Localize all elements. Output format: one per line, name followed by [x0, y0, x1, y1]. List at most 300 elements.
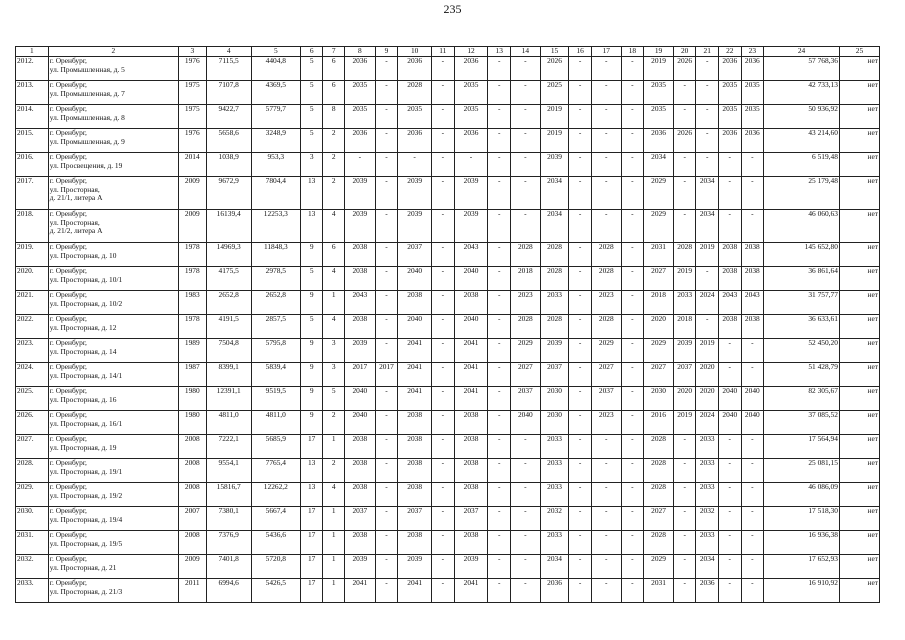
address-line: г. Оренбург,: [49, 314, 87, 323]
data-cell: 9: [300, 339, 323, 363]
data-cell: нет: [839, 81, 879, 105]
data-cell: 9422,7: [206, 105, 251, 129]
address-line: ул. Просторная, д. 16/1: [49, 418, 123, 428]
data-cell: -: [673, 579, 696, 603]
data-cell: 2008: [178, 435, 206, 459]
data-cell: -: [510, 531, 540, 555]
address-line: г. Оренбург,: [49, 362, 87, 371]
data-cell: 9: [300, 291, 323, 315]
data-cell: 2028: [644, 459, 674, 483]
data-cell: 2028: [540, 243, 569, 267]
data-cell: 13: [300, 177, 323, 210]
data-cell: 2035: [741, 105, 764, 129]
data-cell: -: [673, 81, 696, 105]
data-cell: 2025: [540, 81, 569, 105]
data-cell: -: [569, 483, 592, 507]
address-line: ул. Просторная,: [49, 184, 100, 194]
data-cell: 2041: [454, 387, 488, 411]
data-cell: 7107,8: [206, 81, 251, 105]
data-cell: 2036: [696, 579, 719, 603]
data-cell: 2030: [540, 411, 569, 435]
address-line: ул. Просторная, д. 16: [49, 394, 117, 404]
data-cell: -: [375, 153, 398, 177]
data-cell: -: [621, 210, 644, 243]
address-line: г. Оренбург,: [49, 506, 87, 515]
header-cell: 8: [344, 47, 375, 57]
data-cell: 36 861,64: [764, 267, 840, 291]
data-cell: 2041: [454, 339, 488, 363]
data-cell: 2038: [719, 243, 742, 267]
address-line: г. Оренбург,: [49, 530, 87, 539]
data-cell: 2023: [510, 291, 540, 315]
data-cell: 50 936,92: [764, 105, 840, 129]
data-cell: -: [432, 435, 455, 459]
data-cell: 1: [323, 555, 345, 579]
data-cell: 2035: [454, 105, 488, 129]
data-cell: 5: [300, 57, 323, 81]
data-cell: -: [569, 531, 592, 555]
data-cell: 2039: [344, 339, 375, 363]
header-cell: 13: [488, 47, 511, 57]
address-cell: [48, 411, 178, 435]
data-cell: -: [591, 483, 621, 507]
data-cell: 5795,8: [251, 339, 300, 363]
data-cell: 2041: [398, 363, 432, 387]
data-cell: -: [741, 483, 764, 507]
data-cell: 1: [323, 435, 345, 459]
address-cell: [48, 339, 178, 363]
data-cell: -: [621, 315, 644, 339]
data-cell: 2029: [510, 339, 540, 363]
data-cell: -: [719, 579, 742, 603]
data-cell: 2036: [344, 129, 375, 153]
data-cell: 2036: [454, 129, 488, 153]
data-cell: 2040: [741, 411, 764, 435]
data-cell: 7222,1: [206, 435, 251, 459]
data-cell: 2038: [454, 459, 488, 483]
data-cell: -: [719, 177, 742, 210]
table-row: [16, 435, 880, 459]
data-cell: 7115,5: [206, 57, 251, 81]
data-cell: 2034: [540, 177, 569, 210]
data-cell: 17 652,93: [764, 555, 840, 579]
address-cell: [48, 243, 178, 267]
data-cell: нет: [839, 579, 879, 603]
data-cell: 2024: [696, 291, 719, 315]
data-cell: 2038: [398, 459, 432, 483]
address-line: г. Оренбург,: [49, 176, 87, 185]
address-line: ул. Промышленная, д. 8: [49, 112, 125, 122]
data-cell: -: [510, 57, 540, 81]
data-cell: -: [569, 210, 592, 243]
data-cell: 7376,9: [206, 531, 251, 555]
data-cell: 2038: [398, 531, 432, 555]
data-cell: нет: [839, 387, 879, 411]
data-cell: -: [432, 339, 455, 363]
data-cell: 2028: [673, 243, 696, 267]
data-cell: -: [741, 507, 764, 531]
table-row: [16, 411, 880, 435]
data-cell: 2038: [719, 315, 742, 339]
data-cell: 5426,5: [251, 579, 300, 603]
data-cell: -: [375, 411, 398, 435]
data-cell: 2033: [540, 435, 569, 459]
data-cell: 13: [300, 459, 323, 483]
header-cell: 6: [300, 47, 323, 57]
data-cell: -: [488, 153, 511, 177]
data-cell: -: [621, 129, 644, 153]
data-cell: 1975: [178, 105, 206, 129]
address-line: ул. Просторная, д. 10/2: [49, 298, 123, 308]
data-cell: 2036: [741, 57, 764, 81]
data-cell: -: [621, 459, 644, 483]
data-cell: -: [696, 153, 719, 177]
data-cell: 2037: [454, 507, 488, 531]
data-cell: 1983: [178, 291, 206, 315]
data-cell: -: [432, 177, 455, 210]
data-cell: -: [375, 243, 398, 267]
data-cell: 2040: [344, 411, 375, 435]
data-cell: -: [621, 81, 644, 105]
data-cell: -: [673, 459, 696, 483]
row-number: 2012.: [16, 57, 49, 81]
data-cell: -: [432, 507, 455, 531]
data-cell: 9: [300, 243, 323, 267]
data-cell: -: [741, 555, 764, 579]
data-cell: -: [591, 210, 621, 243]
data-cell: 1978: [178, 243, 206, 267]
data-cell: -: [569, 411, 592, 435]
data-cell: -: [569, 129, 592, 153]
data-cell: -: [488, 315, 511, 339]
address-line: ул. Просторная, д. 14: [49, 346, 117, 356]
address-cell: [48, 435, 178, 459]
data-cell: -: [510, 81, 540, 105]
table-row: [16, 81, 880, 105]
data-cell: 2020: [696, 363, 719, 387]
data-cell: 2041: [398, 579, 432, 603]
data-cell: 2033: [540, 291, 569, 315]
data-cell: 2036: [398, 129, 432, 153]
data-cell: 2026: [540, 57, 569, 81]
data-cell: 2038: [741, 243, 764, 267]
data-cell: 2029: [644, 555, 674, 579]
data-cell: 9: [300, 411, 323, 435]
data-cell: нет: [839, 459, 879, 483]
data-cell: 2652,8: [251, 291, 300, 315]
data-cell: 2029: [644, 210, 674, 243]
data-cell: 2019: [540, 105, 569, 129]
data-cell: -: [432, 81, 455, 105]
data-cell: 17: [300, 579, 323, 603]
data-cell: -: [621, 531, 644, 555]
data-cell: 14969,3: [206, 243, 251, 267]
data-cell: 2043: [454, 243, 488, 267]
data-cell: 2019: [644, 57, 674, 81]
address-cell: [48, 555, 178, 579]
data-cell: 5: [300, 315, 323, 339]
data-cell: 5658,6: [206, 129, 251, 153]
data-cell: 4404,8: [251, 57, 300, 81]
data-cell: -: [591, 459, 621, 483]
data-cell: 2037: [344, 507, 375, 531]
data-cell: 2037: [540, 363, 569, 387]
address-line: г. Оренбург,: [49, 410, 87, 419]
data-cell: 25 179,48: [764, 177, 840, 210]
row-number: 2019.: [16, 243, 49, 267]
data-cell: 2009: [178, 177, 206, 210]
data-cell: 2036: [344, 57, 375, 81]
data-cell: 2027: [644, 507, 674, 531]
data-cell: 2034: [644, 153, 674, 177]
data-cell: 2037: [510, 387, 540, 411]
address-cell: [48, 579, 178, 603]
data-cell: -: [569, 81, 592, 105]
data-cell: 2028: [644, 531, 674, 555]
data-cell: нет: [839, 435, 879, 459]
data-cell: 16139,4: [206, 210, 251, 243]
address-cell: [48, 363, 178, 387]
header-cell: 20: [673, 47, 696, 57]
data-cell: 5: [300, 267, 323, 291]
data-cell: -: [375, 291, 398, 315]
data-cell: 2857,5: [251, 315, 300, 339]
data-cell: 2038: [741, 267, 764, 291]
data-cell: -: [569, 291, 592, 315]
data-cell: -: [488, 210, 511, 243]
data-cell: -: [375, 387, 398, 411]
address-line: г. Оренбург,: [49, 386, 87, 395]
data-cell: 2039: [454, 555, 488, 579]
row-number: 2017.: [16, 177, 49, 210]
data-cell: 42 733,13: [764, 81, 840, 105]
data-cell: 17: [300, 531, 323, 555]
data-cell: -: [673, 531, 696, 555]
header-cell: 3: [178, 47, 206, 57]
data-cell: 51 428,79: [764, 363, 840, 387]
data-cell: -: [569, 177, 592, 210]
data-cell: -: [510, 153, 540, 177]
data-cell: -: [673, 483, 696, 507]
data-cell: 2014: [178, 153, 206, 177]
data-cell: -: [696, 57, 719, 81]
header-cell: 22: [719, 47, 742, 57]
data-cell: 36 633,61: [764, 315, 840, 339]
data-cell: 2039: [398, 177, 432, 210]
data-cell: 52 450,20: [764, 339, 840, 363]
data-cell: 2038: [344, 267, 375, 291]
data-cell: 2008: [178, 483, 206, 507]
data-cell: нет: [839, 363, 879, 387]
data-cell: 4: [323, 315, 345, 339]
data-cell: нет: [839, 315, 879, 339]
data-cell: -: [741, 363, 764, 387]
header-cell: 17: [591, 47, 621, 57]
data-cell: 1976: [178, 129, 206, 153]
data-cell: 2033: [673, 291, 696, 315]
data-cell: 2039: [398, 555, 432, 579]
address-cell: [48, 177, 178, 210]
address-line: г. Оренбург,: [49, 290, 87, 299]
data-cell: 2038: [398, 483, 432, 507]
address-line: ул. Просторная, д. 12: [49, 322, 117, 332]
data-cell: -: [510, 555, 540, 579]
data-cell: 2034: [696, 177, 719, 210]
housing-register-table: [15, 46, 880, 603]
header-cell: 18: [621, 47, 644, 57]
data-cell: -: [673, 153, 696, 177]
data-cell: 2036: [398, 57, 432, 81]
data-cell: 7504,8: [206, 339, 251, 363]
address-line: ул. Просторная, д. 19/5: [49, 538, 123, 548]
data-cell: 2036: [644, 129, 674, 153]
data-cell: 2033: [696, 483, 719, 507]
data-cell: 2029: [644, 177, 674, 210]
data-cell: 2029: [591, 339, 621, 363]
data-cell: нет: [839, 483, 879, 507]
data-cell: -: [621, 57, 644, 81]
data-cell: 3: [323, 363, 345, 387]
data-cell: 1978: [178, 267, 206, 291]
data-cell: 82 305,67: [764, 387, 840, 411]
data-cell: 4175,5: [206, 267, 251, 291]
data-cell: 2040: [719, 411, 742, 435]
data-cell: 1980: [178, 411, 206, 435]
data-cell: 2020: [696, 387, 719, 411]
data-cell: нет: [839, 210, 879, 243]
data-cell: -: [621, 579, 644, 603]
header-cell: 2: [48, 47, 178, 57]
data-cell: 7765,4: [251, 459, 300, 483]
data-cell: -: [569, 153, 592, 177]
data-cell: 2034: [696, 210, 719, 243]
data-cell: -: [719, 507, 742, 531]
data-cell: -: [398, 153, 432, 177]
header-cell: 9: [375, 47, 398, 57]
data-cell: -: [432, 411, 455, 435]
data-cell: 2028: [644, 435, 674, 459]
data-cell: -: [432, 129, 455, 153]
data-cell: -: [375, 210, 398, 243]
data-cell: -: [488, 267, 511, 291]
data-cell: 2039: [454, 177, 488, 210]
data-cell: 953,3: [251, 153, 300, 177]
data-cell: 2038: [344, 243, 375, 267]
data-cell: 1987: [178, 363, 206, 387]
data-cell: 17 564,94: [764, 435, 840, 459]
address-cell: [48, 507, 178, 531]
data-cell: -: [591, 435, 621, 459]
data-cell: -: [569, 315, 592, 339]
data-cell: 2038: [741, 315, 764, 339]
data-cell: 2007: [178, 507, 206, 531]
address-line: ул. Просторная, д. 19/1: [49, 466, 123, 476]
address-line: ул. Промышленная, д. 5: [49, 64, 125, 74]
data-cell: 2039: [344, 555, 375, 579]
data-cell: -: [621, 291, 644, 315]
data-cell: -: [591, 531, 621, 555]
row-number: 2020.: [16, 267, 49, 291]
data-cell: -: [591, 555, 621, 579]
data-cell: -: [621, 363, 644, 387]
data-cell: -: [488, 57, 511, 81]
data-cell: -: [432, 315, 455, 339]
table-row: [16, 507, 880, 531]
data-cell: -: [621, 507, 644, 531]
data-cell: -: [510, 129, 540, 153]
data-cell: 2035: [719, 105, 742, 129]
data-cell: -: [741, 153, 764, 177]
address-line: ул. Просторная, д. 14/1: [49, 370, 123, 380]
data-cell: 2033: [540, 531, 569, 555]
data-cell: 2018: [673, 315, 696, 339]
data-cell: 15816,7: [206, 483, 251, 507]
data-cell: нет: [839, 129, 879, 153]
address-line: ул. Просторная, д. 19: [49, 442, 117, 452]
data-cell: нет: [839, 57, 879, 81]
data-cell: -: [432, 243, 455, 267]
data-cell: 2041: [454, 363, 488, 387]
data-cell: -: [510, 210, 540, 243]
address-cell: [48, 267, 178, 291]
header-cell: 23: [741, 47, 764, 57]
address-line: г. Оренбург,: [49, 554, 87, 563]
data-cell: -: [569, 267, 592, 291]
data-cell: -: [591, 129, 621, 153]
address-cell: [48, 291, 178, 315]
data-cell: 5779,7: [251, 105, 300, 129]
data-cell: 17: [300, 435, 323, 459]
data-cell: 2018: [644, 291, 674, 315]
data-cell: нет: [839, 531, 879, 555]
data-cell: 2038: [344, 459, 375, 483]
row-number: 2021.: [16, 291, 49, 315]
data-cell: -: [432, 531, 455, 555]
data-cell: 5839,4: [251, 363, 300, 387]
data-cell: 2040: [344, 387, 375, 411]
data-cell: 2032: [696, 507, 719, 531]
data-cell: 2039: [540, 153, 569, 177]
data-cell: 2008: [178, 531, 206, 555]
table-row: [16, 459, 880, 483]
data-cell: -: [621, 411, 644, 435]
data-cell: -: [621, 339, 644, 363]
data-cell: 31 757,77: [764, 291, 840, 315]
data-cell: 3248,9: [251, 129, 300, 153]
data-cell: 16 910,92: [764, 579, 840, 603]
data-cell: -: [375, 315, 398, 339]
data-cell: 2039: [540, 339, 569, 363]
data-cell: -: [621, 267, 644, 291]
address-line: д. 21/1, литера А: [49, 193, 103, 203]
data-cell: 2038: [454, 291, 488, 315]
data-cell: 2028: [540, 267, 569, 291]
data-cell: 2024: [696, 411, 719, 435]
data-cell: 16 936,38: [764, 531, 840, 555]
header-cell: 24: [764, 47, 840, 57]
data-cell: 2: [323, 177, 345, 210]
data-cell: 2028: [510, 315, 540, 339]
data-cell: -: [569, 459, 592, 483]
data-cell: 46 060,63: [764, 210, 840, 243]
data-cell: -: [621, 243, 644, 267]
data-cell: -: [719, 363, 742, 387]
data-cell: 2040: [454, 315, 488, 339]
column-number-header: [16, 47, 880, 57]
data-cell: -: [741, 459, 764, 483]
data-cell: 2036: [540, 579, 569, 603]
data-cell: 2035: [644, 105, 674, 129]
